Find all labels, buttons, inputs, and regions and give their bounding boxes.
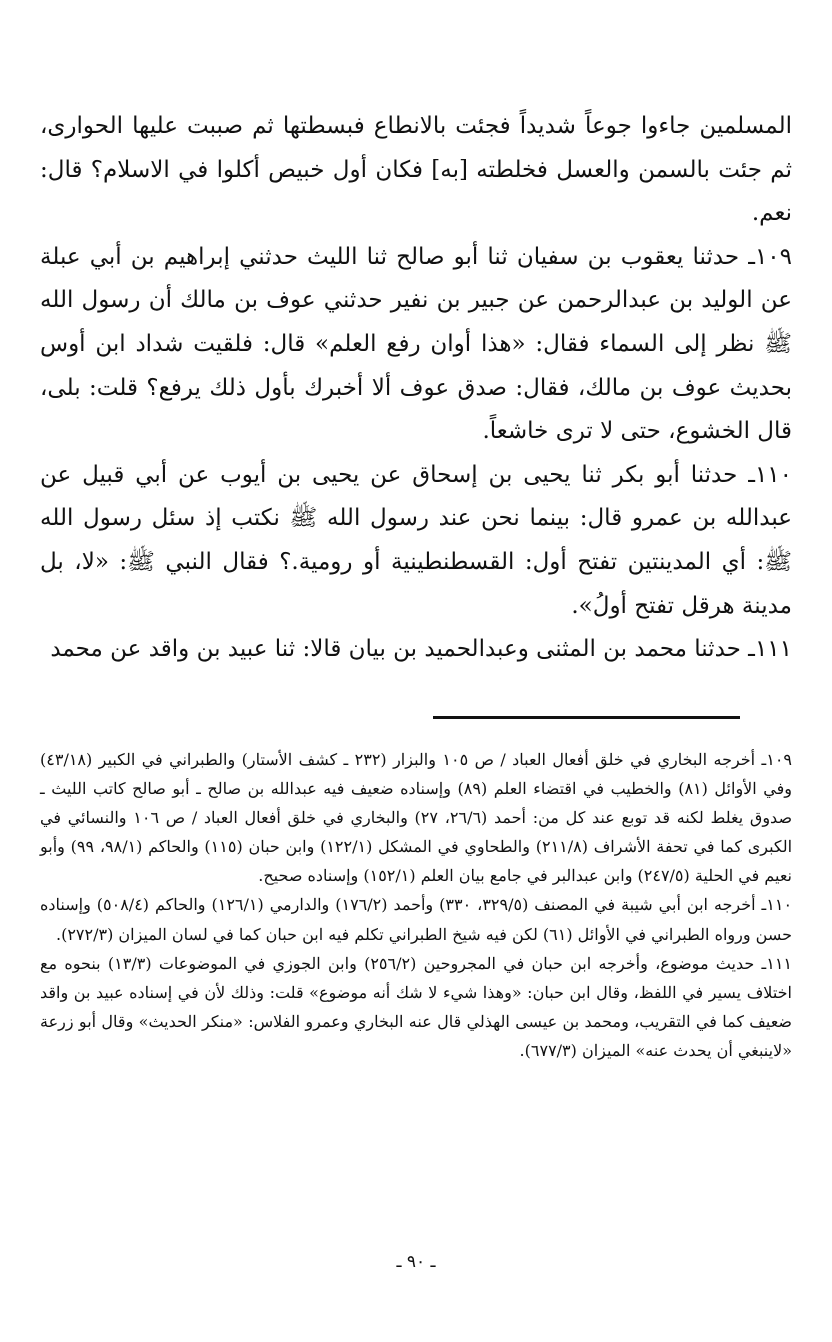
hadith-110: ١١٠ـ حدثنا أبو بكر ثنا يحيى بن إسحاق عن يحيى بن أيوب عن أبي قبيل عن عبدالله بن عمرو قال: بينما نحن عند رسول الله ﷺ نكتب إذ سئل رسول الله ﷺ: أي المدينتين تفتح أول: القسطنطينية أو رومية.؟ فقال النبي ﷺ: «لا، بل مدينة هرقل تفتح أولُ». [40,461,792,619]
hadith-111: ١١١ـ حدثنا محمد بن المثنى وعبدالحميد بن بيان قالا: ثنا عبيد بن واقد عن محمد [50,636,792,663]
page-number: ـ ٩٠ ـ [396,1252,436,1272]
footnote-separator [433,716,740,719]
footnote-109: ١٠٩ـ أخرجه البخاري في خلق أفعال العباد / ص ١٠٥ والبزار (٢٣٢ ـ كشف الأستار) والطبراني في الكبير (٤٣/١٨) وفي الأوائل (٨١) والخطيب في اقتضاء العلم (٨٩) وإسناده ضعيف فيه عبدالله بن صالح ـ أبو صالح كاتب الليث ـ صدوق يغلط لكنه قد توبع عند كل من: أحمد (٢٦/٦، ٢٧) والبخاري في خلق أفعال العباد / ص ١٠٦ والنسائي في الكبرى كما في تحفة الأشراف (٢١١/٨) والطحاوي في المشكل (١٢٢/١) وابن حبان (١١٥) والحاكم (٩٨/١، ٩٩) وأبو نعيم في الحلية (٢٤٧/٥) وابن عبدالبر في جامع بيان العلم (١٥٢/١) وإسناده صحيح. [40,750,793,886]
main-text [40,105,792,672]
footnote-111: ١١١ـ حديث موضوع، وأخرجه ابن حبان في المجروحين (٢٥٦/٢) وابن الجوزي في الموضوعات (١٣/٣) بنحوه مع اختلاف يسير في اللفظ، وقال ابن حبان: «وهذا شيء لا شك أنه موضوع» قلت: وذلك لأن في إسناده عبيد بن واقد ضعيف كما في التقريب، ومحمد بن عيسى الهذلي قال عنه البخاري وعمرو الفلاس: «منكر الحديث» وقال أبو زرعة «لاينبغي أن يحدث عنه» الميزان (٦٧٧/٣). [40,953,793,1060]
hadith-109: ١٠٩ـ حدثنا يعقوب بن سفيان ثنا أبو صالح ثنا الليث حدثني إبراهيم بن أبي عبلة عن الوليد بن عبدالرحمن عن جبير بن نفير حدثني عوف بن مالك أن رسول الله ﷺ نظر إلى السماء فقال: «هذا أوان رفع العلم» قال: فلقيت شداد ابن أوس بحديث عوف بن مالك، فقال: صدق عوف ألا أخبرك بأول ذلك يرفع؟ قلت: بلى، قال الخشوع، حتى لا ترى خاشعاً. [40,243,792,445]
footnotes [40,745,792,1065]
main-paragraph-continuation: المسلمين جاءوا جوعاً شديداً فجئت بالانطاع فبسطتها ثم صببت عليها الحوارى، ثم جئت بالسمن والعسل فخلطته [به] فكان أول خبيص أكلوا في الاسلام؟ قال: نعم. [40,113,792,227]
footnote-110: ١١٠ـ أخرجه ابن أبي شيبة في المصنف (٣٢٩/٥، ٣٣٠) وأحمد (١٧٦/٢) والدارمي (١٢٦/١) والحاكم (٥٠٨/٤) وإسناده حسن ورواه الطبراني في الأوائل (٦١) لكن فيه شيخ الطبراني تكلم فيه ابن حبان كما في لسان الميزان (٢٧٢/٣). [40,895,793,944]
